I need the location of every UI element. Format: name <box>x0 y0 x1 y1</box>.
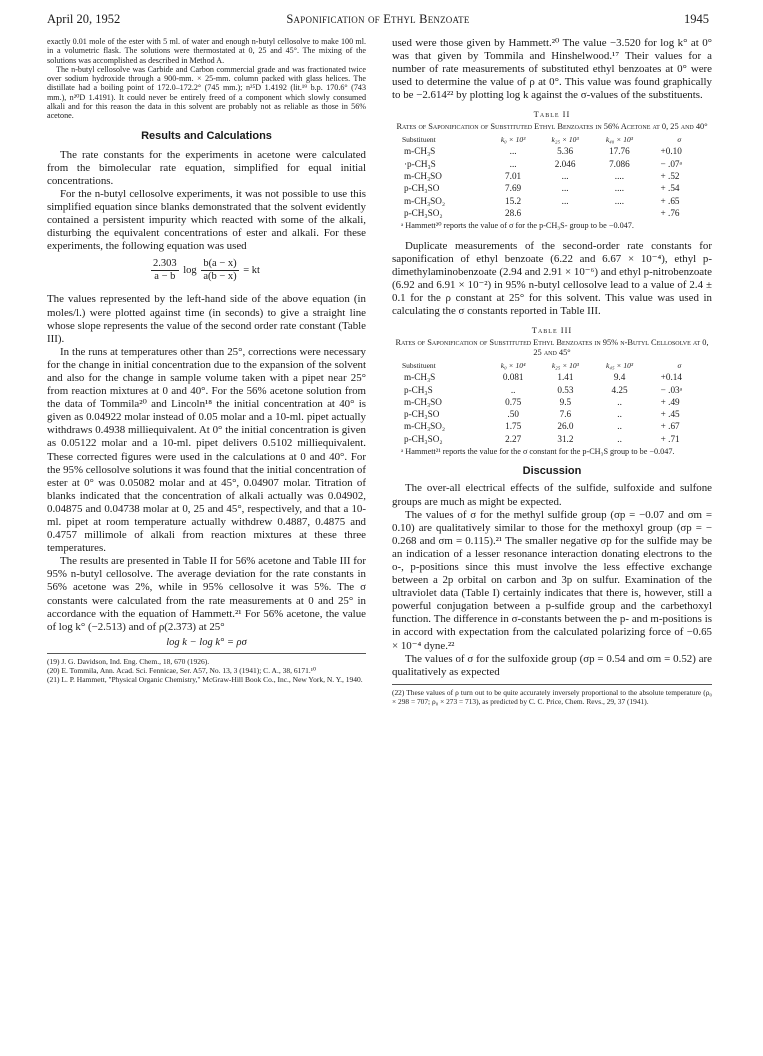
table-caption: Rates of Saponification of Substituted Ethyl Benzoates in 56% Acetone at 0, 25 and 40° <box>396 122 708 132</box>
table-header-cell: Substituent <box>402 135 436 145</box>
table-cell: 15.2 <box>505 195 522 206</box>
table-cell: 26.0 <box>557 421 574 432</box>
table-label: Table III <box>531 325 573 336</box>
table-cell: .. <box>617 421 622 432</box>
right-column <box>392 37 712 706</box>
table-cell: + .76 <box>660 207 680 218</box>
paragraph: In the runs at temperatures other than 25°, corrections were necessary for the change in initial concentration due to the expansion of the solvent and also for the change in sample volume taken with a pipet near 25° from reaction mixtures at 0 and 40°. For the 56% acetone solution from the data of Tommila²⁰ and Lincoln¹⁸ the initial concentration at 40° is given as 0.04922 molar instead of 0.05 molar and a 10-ml. pipet actually withdraws 0.4938 milliequivalent. At 0° the initial concentration is given as 0.05122 molar and a 10-ml. pipet delivers 0.5102 milliequivalent. These corrected figures were used in the calculations at 0 and 40°. For the 95% cellosolve solutions it was found that the initial concentration of ester at 0° was 0.05082 molar and at 45°, 0.04907 molar. Titration of blanks indicated that the concentration of alkali actually was 0.04902, 0.04875 and 0.04738 molar at 0, 25 and 45°, respectively, and that a 10-ml. pipet at room temperature actually withdrew 0.4887, 0.4875 and 0.4757 millimole of alkali from reaction mixtures at these three temperatures. <box>47 345 366 555</box>
table-cell: + .52 <box>660 171 680 182</box>
table-header-cell: k₀ × 10⁴ <box>500 361 526 371</box>
table-cell: 7.69 <box>505 183 522 194</box>
table-cell: 7.01 <box>505 171 522 182</box>
table-header-cell: k₄₀ × 10³ <box>605 135 633 145</box>
table-header-cell: Substituent <box>402 361 436 371</box>
paragraph: Duplicate measurements of the second-order rate constants for saponification of ethyl benzoate (6.22 and 6.67 × 10⁻⁴), ethyl p-dimethylaminobenzoate (2.94 and 2.91 × 10⁻⁶) and ethyl p-nitrobenzoate (6.92 and 6.91 × 10⁻²) in 95% n-butyl cellosolve lead to a value of 2.4 ± 0.1 for the ρ constant at 25° for this solvent. This value was used in calculating the σ constants reported in Table III. <box>392 239 712 318</box>
table-row <box>392 396 712 408</box>
table-cell: +0.10 <box>660 146 682 157</box>
table-row <box>392 384 712 396</box>
paragraph: The over-all electrical effects of the sulfide, sulfoxide and sulfone groups are much as might be expected. <box>392 482 712 508</box>
paragraph: For the n-butyl cellosolve experiments, it was not possible to use this simplified equation since blanks demonstrated that the solvent evidently contained a persistent impurity which reacted with some of the alkali, disturbing the equivalent concentrations of ester and alkali. For these experiments, the following equation was used <box>47 187 366 253</box>
header-date: April 20, 1952 <box>47 12 121 26</box>
table-cell: 2.27 <box>505 433 522 444</box>
equation-log: log <box>183 265 197 277</box>
table-cell: p-CH₃SO₂ <box>404 433 443 444</box>
table-cell: p-CH₃SO <box>404 409 440 420</box>
table-header-row <box>392 361 712 371</box>
paragraph: used were those given by Hammett.²⁰ The value −3.520 for log k° at 0° was that given by Tommila and Hinshelwood.¹⁷ Their values for a number of rate measurements of substituted ethyl benzoates at 0° were used to determine the value of ρ at 0°. This value was found graphically to be −2.614²² by plotting log k against the σ-values of the substituents. <box>392 37 712 102</box>
table-cell: + .45 <box>660 409 680 420</box>
table-cell: p-CH₃SO <box>404 183 440 194</box>
hammett-equation: log k − log k° = ρσ <box>166 636 247 648</box>
table-cell: 31.2 <box>557 433 574 444</box>
table-cell: 1.41 <box>557 372 574 383</box>
table-row <box>392 195 712 207</box>
section-title-discussion: Discussion <box>522 465 582 478</box>
table-cell: m-CH₃SO₂ <box>404 421 446 432</box>
table-iii <box>392 361 712 445</box>
table-cell: 2.046 <box>554 158 576 169</box>
table-cell: 1.75 <box>505 421 522 432</box>
table-cell <box>592 207 646 219</box>
table-cell: .. <box>617 409 622 420</box>
table-cell: p-CH₃S <box>404 384 433 395</box>
table-cell: 7.086 <box>609 158 630 169</box>
table-ii <box>392 135 712 219</box>
table-cell <box>538 207 592 219</box>
table-cell: + .71 <box>660 433 680 444</box>
table-cell: .. <box>510 384 516 395</box>
table-cell: − .07ᵃ <box>660 158 683 169</box>
table-row <box>392 145 712 157</box>
section-title-results: Results and Calculations <box>141 129 272 142</box>
table-cell: 0.53 <box>557 384 574 395</box>
table-cell: 4.25 <box>611 384 628 395</box>
table-cell: ... <box>561 171 569 182</box>
table-row <box>392 433 712 445</box>
paragraph: The values of σ for the methyl sulfide group (σp = −0.07 and σm = 0.10) are qualitatively similar to those for the methoxyl group (σp = − 0.268 and σm = 0.115).²¹ The smaller negative σp for the sulfide may be an indication of a lesser resonance interaction donating electrons to the o-, p-positions since this must involve the less effective exchange between a 2p orbital on carbon and 3p on sulfur. Examination of the ultraviolet data (Table I) certainly indicates that there is, however, still a powerful conjugation between a p-sulfide group and the carbethoxyl function. The difference in σ-constants between the p- and m-positions is in accord with expectation from the calculated polarizing force of −0.65 × 10⁻⁴ dyne.²² <box>392 508 712 652</box>
footnotes <box>47 653 366 685</box>
table-footnote: ᵃ Hammett²¹ reports the value for the σ constant for the p-CH₃S group to be −0.047. <box>401 447 675 456</box>
equation-denominator: a − b <box>154 271 176 283</box>
table-header-cell: k₂₅ × 10³ <box>551 361 579 371</box>
table-row <box>392 182 712 194</box>
table-cell: +0.14 <box>660 372 682 383</box>
equation-fraction-left <box>151 258 179 283</box>
table-header-cell: k₄₅ × 10³ <box>606 361 634 371</box>
table-cell: .... <box>614 195 624 206</box>
table-cell: 0.75 <box>505 396 522 407</box>
table-cell: − .03ᵃ <box>660 384 683 395</box>
table-row <box>392 408 712 420</box>
table-cell: 7.6 <box>559 409 572 420</box>
header-title: Saponification of Ethyl Benzoate <box>286 12 470 26</box>
table-row <box>392 158 712 170</box>
table-cell: ·p-CH₃S <box>404 158 436 169</box>
paragraph: The rate constants for the experiments in acetone were calculated from the bimolecular rate equation, simplified for equal initial concentrations. <box>47 148 366 187</box>
table-cell: m-CH₃S <box>404 146 436 157</box>
table-header-cell: σ <box>677 135 682 145</box>
table-row <box>392 207 712 219</box>
left-column <box>47 37 366 684</box>
page-number: 1945 <box>684 12 709 26</box>
paragraph: The values represented by the left-hand side of the above equation (in moles/l.) were plotted against time (in seconds) to give a straight line whose slope represents the value of the second order rate constant (Table III). <box>47 293 366 345</box>
table-cell: .. <box>617 396 622 407</box>
table-cell: 28.6 <box>505 207 522 218</box>
equation-fraction-right <box>201 258 238 283</box>
table-row <box>392 371 712 383</box>
footnote: (21) L. P. Hammett, "Physical Organic Chemistry," McGraw-Hill Book Co., Inc., New York, N. Y., 1940. <box>47 675 363 685</box>
table-cell: m-CH₃SO₂ <box>404 195 446 206</box>
table-cell: .. <box>617 433 622 444</box>
table-cell: + .49 <box>660 396 680 407</box>
rate-equation <box>47 258 366 288</box>
table-cell: + .54 <box>660 183 680 194</box>
table-header-cell: σ <box>677 361 682 371</box>
table-footnote: ᵃ Hammett²⁰ reports the value of σ for the p-CH₃S- group to be −0.047. <box>401 221 634 231</box>
table-cell: 0.081 <box>502 372 524 383</box>
table-cell: 5.36 <box>557 146 574 157</box>
table-cell: ... <box>561 183 569 194</box>
table-caption: Rates of Saponification of Substituted Ethyl Benzoates in 95% n-Butyl Cellosolve at 0, 25 and 45° <box>395 338 709 358</box>
table-cell: .... <box>614 171 624 182</box>
page-header <box>47 12 709 28</box>
table-cell: .50 <box>507 409 519 420</box>
table-cell: m-CH₃S <box>404 372 436 383</box>
table-header-row <box>392 135 712 145</box>
table-header-cell: k₂₅ × 10³ <box>551 135 579 145</box>
table-cell: m-CH₃SO <box>404 171 442 182</box>
equation-numerator: b(a − x) <box>203 258 237 270</box>
equation-denominator: a(b − x) <box>203 271 237 283</box>
footnote: (20) E. Tommila, Ann. Acad. Sci. Fennicae, Ser. A57, No. 13, 3 (1941); C. A., 38, 6171.¹⁰ <box>47 666 316 676</box>
table-cell: 9.5 <box>559 396 572 407</box>
table-cell: + .65 <box>660 195 680 206</box>
table-cell: 9.4 <box>613 372 626 383</box>
table-header-cell: k₀ × 10³ <box>500 135 526 145</box>
table-cell: ... <box>509 158 517 169</box>
table-cell: ... <box>509 146 517 157</box>
paragraph: The results are presented in Table II for 56% acetone and Table III for 95% n-butyl cellosolve. The average deviation for the rate constants in 56% acetone was 2%, while in 95% cellosolve it was 5%. The σ constants were calculated from the rate measurements at 0 and 25° in accordance with the equation of Hammett.²¹ For 56% acetone, the value of log k° (−2.513) and of ρ(2.373) at 25° <box>47 555 366 633</box>
table-row <box>392 170 712 182</box>
table-cell: m-CH₃SO <box>404 396 442 407</box>
paragraph: The values of σ for the sulfoxide group (σp = 0.54 and σm = 0.52) are qualitatively as expected <box>392 652 712 678</box>
table-label: Table II <box>533 109 571 120</box>
table-cell: .... <box>614 183 624 194</box>
equation-numerator: 2.303 <box>153 258 177 270</box>
table-cell: p-CH₃SO₂ <box>404 207 443 218</box>
footnote: (19) J. G. Davidson, Ind. Eng. Chem., 18, 670 (1926). <box>47 656 210 666</box>
table-row <box>392 420 712 432</box>
equation-rhs: = kt <box>243 265 260 277</box>
experimental-text-1: exactly 0.01 mole of the ester with 5 ml. of water and enough n-butyl cellosolve to make 100 ml. in a volumetric flask. The solutions were thermostated at 0, 25 and 45°. The mixing of the solutions was accomplished as described in Method A. <box>47 37 366 65</box>
table-cell: ... <box>561 195 569 206</box>
footnote: (22) These values of ρ turn out to be quite accurately inversely proportional to the absolute temperature (ρ₀ × 298 = 707; ρ₀ × 273 = 713), as predicted by C. C. Price, Chem. Revs., 29, 37 (1941). <box>392 684 712 706</box>
table-cell: + .67 <box>660 421 680 432</box>
table-cell: 17.76 <box>609 146 630 157</box>
experimental-text-2: The n-butyl cellosolve was Carbide and Carbon commercial grade and was fractionated twice over sodium hydroxide through a 900-mm. × 25-mm. column packed with glass helices. The distillate had a boiling point of 172.0–172.2° (745 mm.); n²⁵D 1.4192 (lit.¹⁹ b.p. 170.6° (743 mm.), n²⁰D 1.4191). It could never be entirely freed of a component which slowly consumed alkali and for this reason the data in this solvent are probably not as reliable as those in 56% acetone. <box>47 64 366 121</box>
